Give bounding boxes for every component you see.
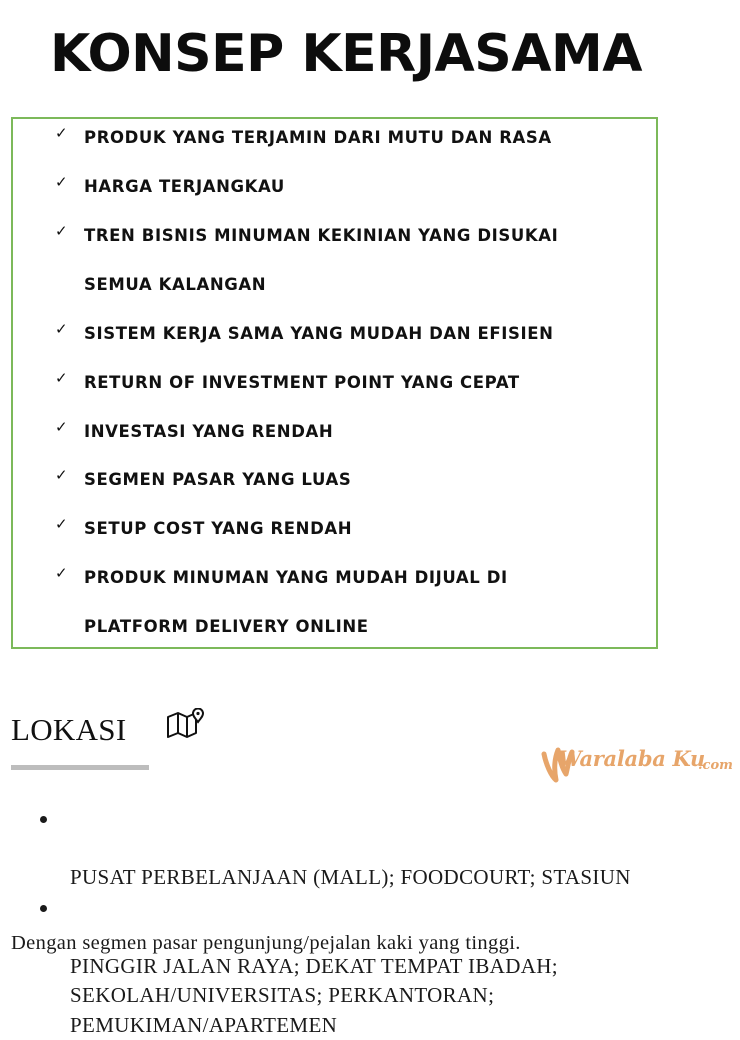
check-icon: ✓	[55, 162, 68, 202]
konsep-box	[11, 117, 658, 649]
bullet-icon	[40, 905, 47, 912]
list-item-text: RETURN OF INVESTMENT POINT YANG CEPAT	[84, 358, 644, 407]
list-item-text: SISTEM KERJA SAMA YANG MUDAH DAN EFISIEN	[84, 309, 644, 358]
check-icon: ✓	[55, 113, 68, 153]
list-item-text: SETUP COST YANG RENDAH	[84, 504, 644, 553]
check-icon: ✓	[55, 504, 68, 544]
check-icon: ✓	[55, 211, 68, 251]
lokasi-note: Dengan segmen pasar pengunjung/pejalan kaki yang tinggi.	[11, 932, 521, 955]
list-item-text: HARGA TERJANGKAU	[84, 162, 644, 211]
lokasi-list	[40, 804, 631, 1040]
list-item-text: PINGGIR JALAN RAYA; DEKAT TEMPAT IBADAH; SEKOLAH/UNIVERSITAS; PERKANTORAN; PEMUKIMAN/APARTEMEN	[70, 954, 558, 1037]
check-icon: ✓	[55, 553, 68, 593]
list-item	[40, 804, 631, 893]
list-item	[40, 893, 631, 1040]
check-icon: ✓	[55, 358, 68, 398]
list-item-text: SEGMEN PASAR YANG LUAS	[84, 455, 644, 504]
list-item-text: PUSAT PERBELANJAAN (MALL); FOODCOURT; STASIUN	[70, 865, 631, 889]
waralabaku-logo	[538, 740, 740, 786]
check-icon: ✓	[55, 455, 68, 495]
bullet-icon	[40, 816, 47, 823]
list-item-text: INVESTASI YANG RENDAH	[84, 407, 644, 456]
check-icon: ✓	[55, 309, 68, 349]
logo-text: Waralaba Ku	[558, 746, 705, 771]
logo-suffix: .com	[698, 758, 733, 773]
map-pin-icon	[165, 708, 207, 738]
page-title: KONSEP KERJASAMA	[0, 24, 692, 84]
check-icon: ✓	[55, 407, 68, 447]
list-item-text: TREN BISNIS MINUMAN KEKINIAN YANG DISUKAI SEMUA KALANGAN	[84, 211, 644, 309]
lokasi-heading: LOKASI	[11, 712, 126, 748]
list-item-text: PRODUK YANG TERJAMIN DARI MUTU DAN RASA	[84, 113, 644, 162]
heading-underline	[11, 765, 149, 770]
list-item-text: PRODUK MINUMAN YANG MUDAH DIJUAL DI PLATFORM DELIVERY ONLINE	[84, 553, 644, 651]
